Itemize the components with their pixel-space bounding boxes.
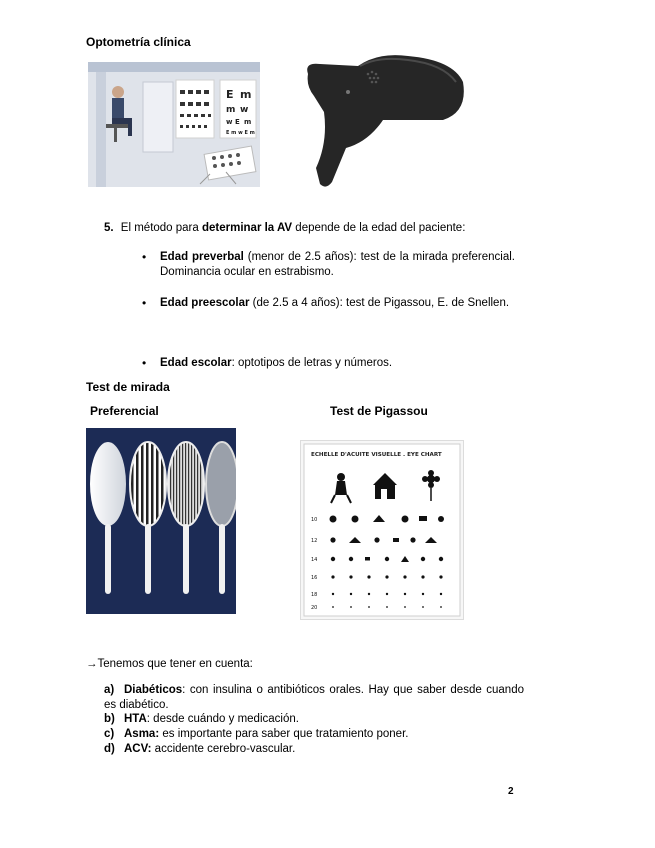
- section-text-bold: determinar la AV: [201, 222, 293, 234]
- bullet-bold: Edad preescolar: [160, 297, 250, 309]
- bullet-item-preverbal: [160, 250, 515, 280]
- test-mirada-heading: Test de mirada: [86, 380, 170, 394]
- item-letter: b): [104, 713, 115, 725]
- section-text-pre: El método para: [120, 222, 202, 234]
- svg-text:w: w: [226, 118, 233, 126]
- svg-text:18: 18: [311, 592, 318, 598]
- bullet-text: (menor de 2.5 años): test de la mirada preferencial. Dominancia ocular en estrabismo.: [160, 251, 516, 278]
- item-letter: c): [104, 728, 115, 740]
- item-letter: d): [104, 743, 115, 755]
- bullet-icon: •: [142, 356, 147, 370]
- item-bold: Diabéticos: [124, 684, 183, 696]
- occluder-image: [298, 52, 478, 192]
- bullet-text: (de 2.5 a 4 años): test de Pigassou, E. de Snellen.: [249, 297, 510, 309]
- consideration-item-c: [104, 727, 524, 742]
- page-number: 2: [508, 786, 514, 797]
- pigassou-chart-image: [300, 440, 464, 620]
- item-text: : desde cuándo y medicación.: [146, 713, 299, 725]
- bullet-text: : optotipos de letras y números.: [231, 357, 393, 369]
- item-text: accidente cerebro-vascular.: [151, 743, 296, 755]
- svg-text:14: 14: [311, 557, 318, 563]
- svg-text:m: m: [244, 118, 252, 126]
- item-text: es importante para saber que tratamiento poner.: [159, 728, 409, 740]
- svg-text:12: 12: [311, 538, 318, 544]
- bullet-bold: Edad preverbal: [160, 251, 244, 263]
- svg-text:20: 20: [311, 605, 318, 611]
- svg-text:w: w: [240, 105, 249, 115]
- svg-text:E: E: [235, 118, 240, 126]
- svg-text:E m w E m: E m w E m: [226, 130, 255, 136]
- consideration-item-d: [104, 742, 524, 757]
- consideration-item-a: [104, 683, 524, 713]
- section-number: 5.: [104, 222, 114, 234]
- preferential-looking-paddles-image: [86, 428, 236, 614]
- consideration-item-b: [104, 712, 524, 727]
- pigassou-heading: Test de Pigassou: [330, 404, 428, 418]
- item-letter: a): [104, 684, 115, 696]
- bullet-item-escolar: [160, 356, 515, 371]
- svg-text:m: m: [226, 105, 236, 115]
- svg-text:E: E: [226, 88, 234, 101]
- exam-room-image: [88, 62, 260, 187]
- bullet-item-preescolar: [160, 296, 515, 311]
- svg-text:16: 16: [311, 575, 318, 581]
- item-bold: HTA: [124, 713, 147, 725]
- svg-text:m: m: [240, 88, 252, 101]
- svg-text:10: 10: [311, 517, 318, 523]
- item-bold: ACV:: [124, 743, 152, 755]
- item-bold: Asma:: [124, 728, 160, 740]
- bullet-icon: •: [142, 296, 147, 310]
- considerations-intro: →Tenemos que tener en cuenta:: [86, 658, 253, 670]
- preferencial-heading: Preferencial: [90, 404, 159, 418]
- item-text: : con insulina o antibióticos orales. Hay que saber desde cuando es diabético.: [104, 684, 524, 711]
- chart-title: ECHELLE D'ACUITE VISUELLE . EYE CHART: [311, 452, 442, 458]
- bullet-bold: Edad escolar: [160, 357, 232, 369]
- bullet-icon: •: [142, 250, 147, 264]
- section-5-intro: [104, 222, 534, 234]
- section-text-post: depende de la edad del paciente:: [292, 222, 466, 234]
- page-title: Optometría clínica: [86, 35, 191, 49]
